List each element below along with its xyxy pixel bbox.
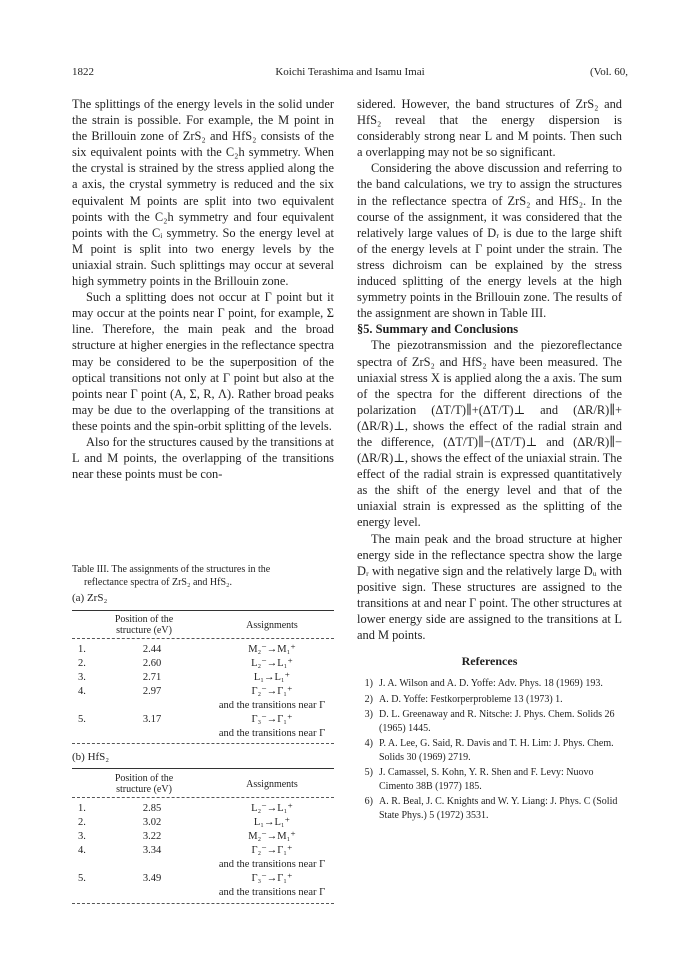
table-rule (72, 797, 334, 798)
reference-text: A. R. Beal, J. C. Knights and W. Y. Liang: J. Phys. C (Solid State Phys.) 5 (1972) 3531. (379, 796, 618, 821)
table-row (72, 685, 334, 698)
row-assignment: L₁→L₁⁺ (253, 817, 291, 828)
paragraph: Also for the structures caused by the transitions at L and M points, the overlapping of the transitions near these points must be con- (72, 434, 334, 482)
reference-item (357, 677, 622, 691)
header-line: Position of the (114, 614, 174, 625)
header-line: structure (eV) (116, 784, 172, 795)
row-number: 2. (78, 658, 86, 669)
row-number: 5. (78, 714, 86, 725)
row-energy: 3.49 (142, 873, 162, 884)
reference-number: 2) (364, 693, 373, 705)
row-number: 3. (78, 672, 86, 683)
row-energy: 3.02 (142, 817, 162, 828)
paragraph: Considering the above discussion and referring to the band calculations, we try to assign the structures in the reflectance spectra of ZrS₂ and HfS₂. In the course of the assignment, it was considered that the relatively large values of Dᵣ is due to the large shift of the energy levels at Γ point under the strain. The stress dichroism can be explained by the stress induced splitting of the energy levels at the high symmetry points in the Brillouin zone. The results of the assignment are shown in Table III. (357, 161, 622, 321)
running-title: Koichi Terashima and Isamu Imai (275, 66, 425, 78)
section-heading: §5. Summary and Conclusions (357, 322, 519, 337)
column-header-position (94, 614, 194, 636)
paragraph: The main peak and the broad structure at higher energy side in the reflectance spectra show the large Dᵣ with negative sign and the relatively large Dᵤ with positive sign. These structures are assigned to the transitions at and near Γ point. The other structures at lower energy side are assigned to the transitions at L and M points. (357, 531, 623, 643)
paragraph: sidered. However, the band structures of ZrS₂ and HfS₂ reveal that the energy dispersion is considerably strong near L and M points. Then such a overlapping may not be so significant. (357, 97, 622, 160)
paragraph: Such a splitting does not occur at Γ point but it may occur at the points near Γ point, for example, Σ line. Therefore, the main peak and the broad structure at higher energies in the reflectance spectra may be considered to be the superposition of the optical transitions not only at Γ point but also at the points near Γ point (A, Σ, R, Λ). Rather broad peaks may be due to the overlapping of the transitions at these points and the spin-orbit splitting of the levels. (72, 290, 334, 433)
row-assignment: Γ₃⁻→Γ₁⁺ (251, 873, 293, 884)
table-row (72, 657, 334, 670)
table-row (72, 886, 334, 899)
row-assignment: M₂⁻→M₁⁺ (248, 831, 296, 842)
table-row (72, 844, 334, 857)
reference-number: 4) (364, 738, 373, 750)
reference-text: J. A. Wilson and A. D. Yoffe: Adv. Phys. 18 (1969) 193. (379, 678, 603, 690)
paragraph: The piezotransmission and the piezoreflectance spectra of ZrS₂ and HfS₂ have been measured. The uniaxial stress X is applied along the a axis. The sum of the spectra for the different directions of the polarization (ΔT/T)∥+(ΔT/T)⊥ and (ΔR/R)∥+(ΔR/R)⊥, shows the effect of the radial strain and the difference, (ΔT/T)∥−(ΔT/T)⊥ and (ΔR/R)∥−(ΔR/R)⊥, shows the effect of the uniaxial strain. The effect of the radial strain is expressed quantitatively as the shift of the energy level and that of the uniaxial strain is expressed as the splitting of the energy level. (357, 338, 622, 530)
row-assignment: L₂⁻→L₁⁺ (251, 658, 293, 669)
table-row (72, 727, 334, 740)
table-rule (72, 638, 334, 639)
row-assignment: and the transitions near Γ (218, 859, 326, 870)
row-energy: 3.34 (142, 845, 162, 856)
row-energy: 2.85 (142, 803, 162, 814)
column-header-position (94, 773, 194, 795)
table-a (72, 592, 334, 750)
row-assignment: M₂⁻→M₁⁺ (248, 644, 296, 655)
row-energy: 2.60 (142, 658, 162, 669)
paragraph: The splittings of the energy levels in the solid under the strain is possible. For example, the M point in the Brillouin zone of ZrS₂ and HfS₂ consists of the six equivalent points with the C₂h symmetry. When the crystal is strained by the stress applied along the a axis, the crystal symmetry is reduced and the six equivalent M points are split into two equivalent points with the C₂h symmetry and four equivalent points with the Cᵢ symmetry. So the energy level at M point is split into two energy levels by the uniaxial strain. Such splittings may occur at several high symmetry points in the Brillouin zone. (72, 97, 334, 289)
references-heading: References (461, 654, 518, 669)
row-number: 4. (78, 686, 86, 697)
table-row (72, 830, 334, 843)
row-number: 3. (78, 831, 86, 842)
row-assignment: L₂⁻→L₁⁺ (251, 803, 293, 814)
caption-line: reflectance spectra of ZrS₂ and HfS₂. (84, 577, 233, 588)
table-rule (72, 768, 334, 769)
table-row (72, 671, 334, 684)
left-column (72, 96, 334, 482)
row-assignment: Γ₂⁻→Γ₁⁺ (251, 845, 293, 856)
table-row (72, 699, 334, 712)
row-assignment: Γ₃⁻→Γ₁⁺ (251, 714, 293, 725)
reference-item (357, 708, 622, 735)
references-list (357, 677, 622, 822)
page-number: 1822 (72, 66, 94, 78)
header-line: structure (eV) (116, 625, 172, 636)
reference-text: P. A. Lee, G. Said, R. Davis and T. H. Lim: J. Phys. Chem. Solids 30 (1969) 2719. (379, 738, 614, 763)
reference-item (357, 766, 622, 793)
reference-item (357, 737, 622, 764)
table-rule (72, 610, 334, 611)
row-assignment: Γ₂⁻→Γ₁⁺ (251, 686, 293, 697)
table-b-label: (b) HfS₂ (72, 751, 110, 763)
row-energy: 2.97 (142, 686, 162, 697)
table-b (72, 751, 334, 911)
volume-label: (Vol. 60, (590, 66, 628, 78)
table-row (72, 872, 334, 885)
column-header-assignments: Assignments (246, 779, 298, 790)
table-rule (72, 743, 334, 744)
row-number: 2. (78, 817, 86, 828)
row-energy: 3.22 (142, 831, 162, 842)
table-row (72, 713, 334, 726)
row-number: 1. (78, 644, 86, 655)
reference-item (357, 795, 622, 822)
table-a-label: (a) ZrS₂ (72, 592, 108, 604)
row-energy: 3.17 (142, 714, 162, 725)
row-assignment: and the transitions near Γ (218, 887, 326, 898)
reference-number: 1) (364, 678, 373, 690)
running-header (72, 66, 628, 82)
row-assignment: and the transitions near Γ (218, 700, 326, 711)
table-rule (72, 903, 334, 904)
reference-number: 6) (364, 796, 373, 808)
row-energy: 2.44 (142, 644, 162, 655)
row-assignment: and the transitions near Γ (218, 728, 326, 739)
row-number: 5. (78, 873, 86, 884)
reference-text: D. L. Greenaway and R. Nitsche: J. Phys. Chem. Solids 26 (1965) 1445. (379, 709, 615, 734)
row-assignment: L₁→L₁⁺ (253, 672, 291, 683)
right-column (357, 96, 622, 824)
reference-number: 3) (364, 709, 373, 721)
reference-item (357, 693, 622, 707)
reference-text: J. Camassel, S. Kohn, Y. R. Shen and F. Levy: Nuovo Cimento 38B (1977) 185. (379, 767, 594, 792)
table-row (72, 802, 334, 815)
table-caption (72, 563, 334, 589)
table-row (72, 643, 334, 656)
row-energy: 2.71 (142, 672, 162, 683)
row-number: 1. (78, 803, 86, 814)
row-number: 4. (78, 845, 86, 856)
table-row (72, 816, 334, 829)
header-line: Position of the (114, 773, 174, 784)
caption-line: Table III. The assignments of the structures in the (72, 564, 271, 575)
reference-text: A. D. Yoffe: Festkorperprobleme 13 (1973) 1. (379, 693, 563, 705)
column-header-assignments: Assignments (246, 620, 298, 631)
table-row (72, 858, 334, 871)
reference-number: 5) (364, 767, 373, 779)
